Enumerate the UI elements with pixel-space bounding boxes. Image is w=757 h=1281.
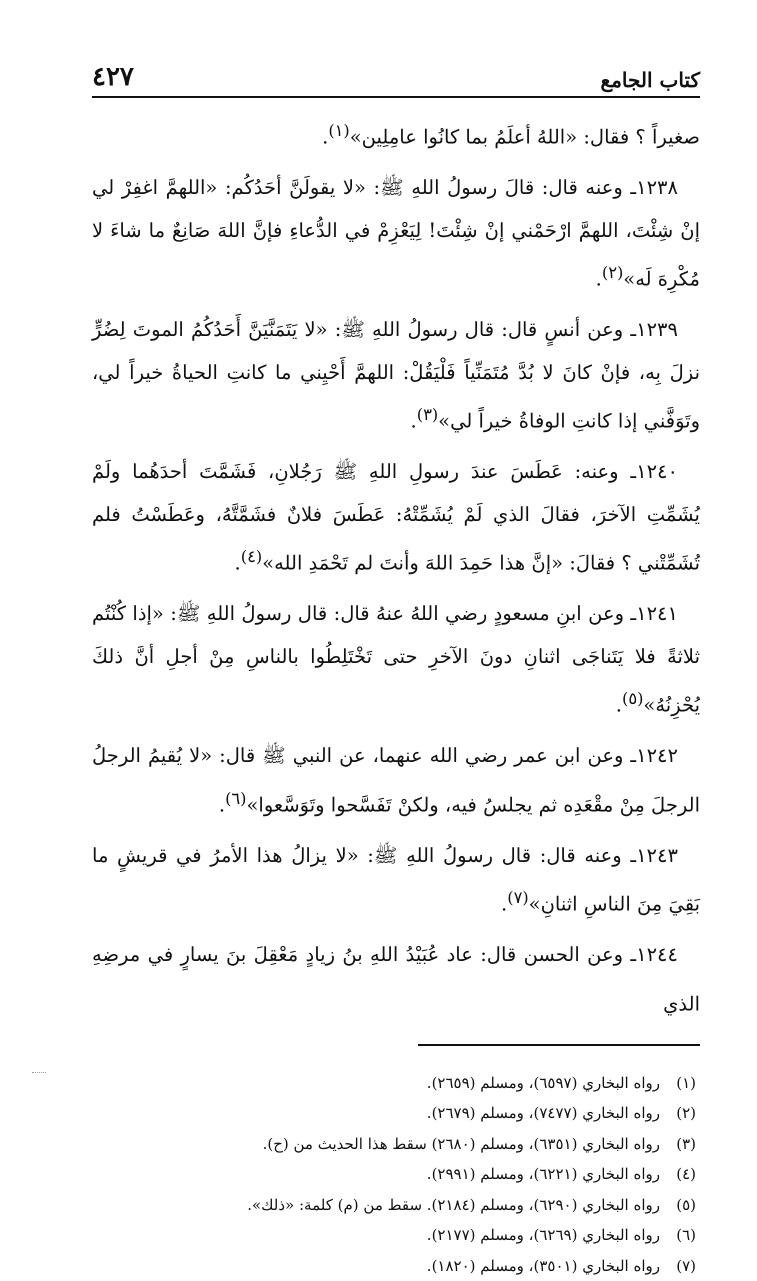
- hadith-text: «لا يزالُ هذا الأمرُ في قريشٍ ما بَقِيَ مِنَ الناسِ اثنانِ»: [92, 844, 700, 916]
- hadith-text: «اللهُ أعلَمُ بما كانُوا عامِلِين»: [350, 126, 577, 149]
- paragraph-lead: ١٢٤٣ـ وعنه قال: قال رسولُ اللهِ ﷺ:: [359, 844, 678, 867]
- footnote-number: (٤): [660, 1159, 696, 1190]
- footnote: [92, 1159, 696, 1190]
- footnote-ref: (٤): [241, 547, 262, 566]
- footnote-divider: [418, 1044, 700, 1046]
- footnote-text: رواه البخاري (٦٣٥١)، ومسلم (٢٦٨٠) سقط هذا الحديث من (ح).: [263, 1135, 660, 1153]
- chapter-title: كتاب الجامع: [601, 68, 700, 92]
- footnote-text: رواه البخاري (٧٤٧٧)، ومسلم (٢٦٧٩).: [427, 1104, 660, 1122]
- footnote: [92, 1190, 696, 1221]
- footnote: [92, 1251, 696, 1281]
- footnote-text: رواه البخاري (٣٥٠١)، ومسلم (١٨٢٠).: [427, 1257, 660, 1275]
- paragraph-tail: .: [219, 793, 225, 816]
- paragraph-tail: .: [322, 126, 328, 149]
- hadith-text: «لا يَتَمَنَّيَنَّ أَحَدُكُمُ الموتَ لِضُرٍّ نزلَ بِه، فإنْ كانَ لا بُدَّ مُتَمَنِّياً فَلْيَقُلْ: اللهمَّ أَحْيِني ما كانتِ الحياةُ خيراً لي، وتَوَفَّني إذا كانتِ الوفاةُ خيراً لي»: [92, 318, 700, 433]
- footnote: [92, 1068, 696, 1099]
- footnote-ref: (٣): [417, 405, 438, 424]
- footnote-number: (٢): [660, 1098, 696, 1129]
- footnotes: [92, 1068, 700, 1281]
- paragraph-lead: صغيراً ؟ فقال:: [577, 126, 700, 149]
- paragraph-lead: ١٢٣٩ـ وعن أنسٍ قال: قال رسولُ اللهِ ﷺ:: [328, 318, 678, 341]
- paragraph-tail: .: [501, 893, 507, 916]
- paragraph-tail: .: [596, 268, 602, 291]
- paragraph: [92, 110, 700, 159]
- footnote-number: (٦): [660, 1220, 696, 1251]
- footnote-number: (٧): [660, 1251, 696, 1281]
- paragraph: [92, 593, 700, 727]
- footnote-text: رواه البخاري (٦٢٢١)، ومسلم (٢٩٩١).: [427, 1165, 660, 1183]
- footnote: [92, 1220, 696, 1251]
- paragraph-tail: .: [411, 410, 417, 433]
- main-text: [92, 110, 700, 1026]
- paragraph: [92, 735, 700, 827]
- paragraph-lead: ١٢٤١ـ وعن ابنِ مسعودٍ رضي اللهُ عنهُ قال: قال رسولُ اللهِ ﷺ:: [164, 602, 678, 625]
- footnote-text: رواه البخاري (٦٥٩٧)، ومسلم (٢٦٥٩).: [427, 1074, 660, 1092]
- footnote-number: (٣): [660, 1129, 696, 1160]
- paragraph: [92, 451, 700, 585]
- hadith-text: «إنَّ هذا حَمِدَ اللهَ وأنتَ لم تَحْمَدِ الله»: [262, 552, 563, 575]
- footnote-number: (٥): [660, 1190, 696, 1221]
- scan-mark: [32, 1072, 46, 1073]
- paragraph-tail: .: [616, 694, 622, 717]
- paragraph-lead: ١٢٣٨ـ وعنه قال: قالَ رسولُ اللهِ ﷺ:: [366, 176, 678, 199]
- footnote: [92, 1129, 696, 1160]
- paragraph: [92, 309, 700, 443]
- footnote-ref: (٦): [225, 789, 246, 808]
- hadith-text: «لا يُقيمُ الرجلُ الرجلَ مِنْ مقْعَدِه ثم يجلسُ فيه، ولكنْ تَفَسَّحوا وتَوَسَّعوا»: [92, 744, 700, 816]
- paragraph: [92, 835, 700, 927]
- footnote-text: رواه البخاري (٦٢٩٠)، ومسلم (٢١٨٤). سقط من (م) كلمة: «ذلك».: [247, 1196, 660, 1214]
- footnote-text: رواه البخاري (٦٢٦٩)، ومسلم (٢١٧٧).: [427, 1226, 660, 1244]
- paragraph-tail: .: [235, 552, 241, 575]
- footnote-ref: (٥): [622, 689, 643, 708]
- footnote-ref: (٢): [602, 263, 623, 282]
- page-header: [92, 60, 700, 98]
- footnote: [92, 1098, 696, 1129]
- book-page: [92, 60, 700, 1281]
- paragraph-lead: ١٢٤٢ـ وعن ابن عمر رضي الله عنهما، عن النبي ﷺ قال:: [212, 744, 678, 767]
- paragraph-lead: ١٢٤٤ـ وعن الحسن قال: عاد عُبَيْدُ اللهِ بنُ زيادٍ مَعْقِلَ بنَ يسارٍ في مرضِهِ الذي: [92, 943, 700, 1015]
- footnote-number: (١): [660, 1068, 696, 1099]
- paragraph: [92, 167, 700, 301]
- footnote-ref: (١): [328, 121, 349, 140]
- footnote-ref: (٧): [507, 888, 528, 907]
- hadith-text: «لا يقولَنَّ أحَدُكُم: «اللهمَّ اغفِرْ لي إنْ شِئْتَ، اللهمَّ ارْحَمْني إنْ شِئْتَ! لِيَعْزِمْ في الدُّعاءِ فإنَّ اللهَ صَانِعٌ ما شاءَ لا مُكْرِهَ لَه»: [92, 176, 700, 291]
- hadith-text: «إذا كُنْتُم ثلاثةً فلا يَتَناجَى اثنانِ دونَ الآخرِ حتى تَخْتَلِطُوا بالناسِ مِنْ أجلِ أنَّ ذلكَ يُحْزِنُهُ»: [92, 602, 700, 717]
- paragraph-lead: ١٢٤٠ـ وعنه: عَطَسَ عندَ رسولِ اللهِ ﷺ رَجُلانِ، فَشَمَّتَ أحدَهُما ولَمْ يُشَمِّتِ الآخرَ، فقالَ الذي لَمْ يُشَمِّتْهُ: عَطَسَ فلانٌ فشَمَّتَّهُ، وعَطَسْتُ فلم تُشَمِّتْني ؟ فقالَ:: [92, 460, 700, 575]
- page-number: ٤٢٧: [92, 62, 134, 92]
- paragraph: [92, 934, 700, 1026]
